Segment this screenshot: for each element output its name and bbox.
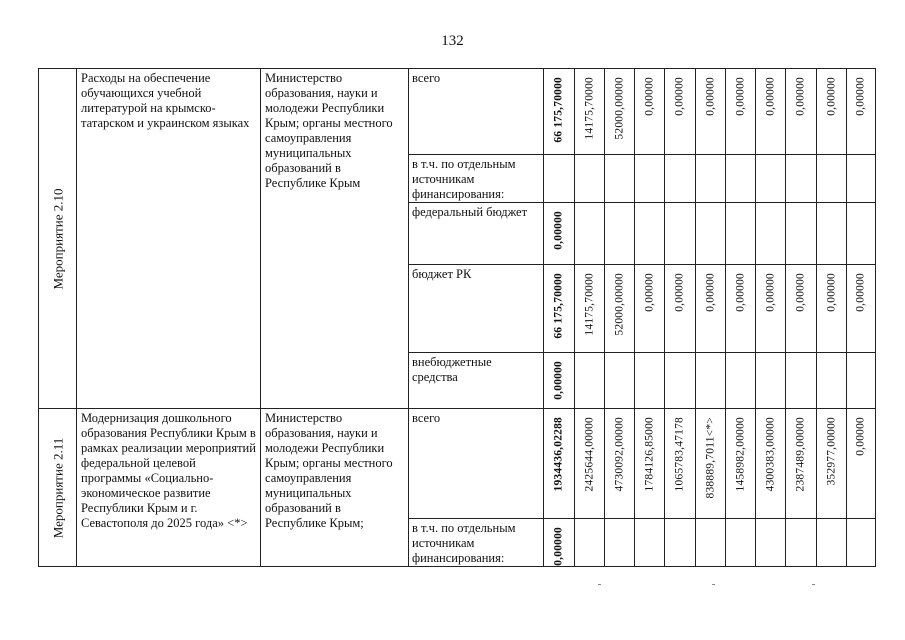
year-amount-cell: [847, 353, 876, 409]
year-amount: 2425644,00000: [583, 417, 595, 492]
total-amount-cell: [544, 69, 575, 155]
year-amount: 1065783,47178: [673, 417, 686, 492]
year-amount-cell: [756, 409, 786, 519]
year-amount: 0,00000: [764, 77, 776, 116]
table-row: [39, 409, 876, 519]
year-amount-cell: [847, 69, 876, 155]
scan-speck: [812, 584, 815, 585]
year-amount-cell: [696, 409, 726, 519]
year-amount: 1458982,00000: [734, 417, 746, 492]
year-amount-cell: [817, 69, 847, 155]
funding-source: всего: [409, 69, 544, 155]
responsible-executor: Министерство образования, науки и молодежи Республики Крым; органы местного самоуправления муниципальных образований в Республике Крым: [261, 69, 409, 409]
year-amount: 2387489,00000: [794, 417, 807, 492]
scan-speck: [598, 584, 601, 585]
year-amount-cell: [605, 69, 635, 155]
total-amount-cell: [544, 155, 575, 203]
event-code-cell: [39, 69, 77, 409]
year-amount-cell: [665, 409, 696, 519]
year-amount: 0,00000: [643, 77, 655, 116]
year-amount-cell: [696, 265, 726, 353]
funding-source: в т.ч. по отдельным источникам финансирования:: [409, 155, 544, 203]
year-amount-cell: [575, 409, 605, 519]
year-amount-cell: [726, 409, 756, 519]
year-amount-cell: [605, 519, 635, 567]
year-amount-cell: [696, 69, 726, 155]
year-amount-cell: [575, 353, 605, 409]
year-amount: 0,00000: [734, 273, 746, 312]
year-amount-cell: [817, 203, 847, 265]
year-amount: 0,00000: [825, 273, 837, 312]
budget-table: [38, 68, 876, 567]
year-amount-cell: [847, 203, 876, 265]
year-amount-cell: [817, 265, 847, 353]
year-amount-cell: [635, 353, 665, 409]
year-amount: 0,00000: [734, 77, 746, 116]
funding-source: в т.ч. по отдельным источникам финансирования:: [409, 519, 544, 567]
funding-source: внебюджетные средства: [409, 353, 544, 409]
year-amount-cell: [635, 519, 665, 567]
event-code: Мероприятие 2.10: [50, 188, 65, 289]
year-amount: 52000,00000: [613, 77, 625, 140]
year-amount-cell: [756, 203, 786, 265]
total-amount: 1934436,02288: [552, 417, 565, 492]
event-description: Модернизация дошкольного образования Республики Крым в рамках реализации мероприятий федеральной целевой программы «Социально-экономическое развитие Республики Крым и г. Севастополя до 2025 года» <*>: [77, 409, 261, 567]
year-amount-cell: [605, 353, 635, 409]
year-amount: 4730092,00000: [613, 417, 625, 492]
total-amount: 0,00000: [552, 361, 565, 400]
total-amount-cell: [544, 265, 575, 353]
year-amount-cell: [635, 409, 665, 519]
year-amount-cell: [665, 519, 696, 567]
year-amount-cell: [726, 265, 756, 353]
year-amount-cell: [635, 155, 665, 203]
year-amount: 352977,00000: [825, 417, 837, 486]
year-amount-cell: [665, 265, 696, 353]
table-row: [39, 69, 876, 155]
year-amount-cell: [847, 265, 876, 353]
year-amount-cell: [575, 265, 605, 353]
funding-source: федеральный бюджет: [409, 203, 544, 265]
year-amount: 838889,7011<*>: [704, 417, 716, 499]
year-amount-cell: [817, 353, 847, 409]
year-amount: 52000,00000: [613, 273, 625, 336]
year-amount-cell: [605, 265, 635, 353]
event-code: Мероприятие 2.11: [50, 437, 65, 538]
year-amount-cell: [786, 409, 817, 519]
year-amount-cell: [726, 155, 756, 203]
year-amount-cell: [696, 203, 726, 265]
year-amount-cell: [575, 69, 605, 155]
year-amount-cell: [726, 519, 756, 567]
year-amount-cell: [847, 155, 876, 203]
year-amount: 0,00000: [854, 77, 867, 116]
year-amount: 0,00000: [704, 273, 716, 312]
year-amount-cell: [726, 69, 756, 155]
year-amount-cell: [605, 155, 635, 203]
year-amount-cell: [575, 519, 605, 567]
year-amount-cell: [756, 519, 786, 567]
year-amount: 14175,70000: [583, 77, 595, 140]
year-amount-cell: [635, 203, 665, 265]
year-amount: 0,00000: [673, 273, 686, 312]
year-amount-cell: [817, 519, 847, 567]
year-amount-cell: [817, 155, 847, 203]
year-amount: 0,00000: [673, 77, 686, 116]
year-amount-cell: [786, 203, 817, 265]
year-amount: 0,00000: [764, 273, 776, 312]
year-amount-cell: [605, 409, 635, 519]
scan-speck: [712, 584, 715, 585]
event-description: Расходы на обеспечение обучающихся учебной литературой на крымско-татарском и украинском языках: [77, 69, 261, 409]
year-amount-cell: [696, 353, 726, 409]
year-amount-cell: [635, 69, 665, 155]
year-amount-cell: [635, 265, 665, 353]
event-code-cell: [39, 409, 77, 567]
total-amount-cell: [544, 353, 575, 409]
total-amount-cell: [544, 519, 575, 567]
year-amount: 0,00000: [794, 77, 807, 116]
year-amount-cell: [605, 203, 635, 265]
total-amount-cell: [544, 409, 575, 519]
year-amount: 14175,70000: [583, 273, 595, 336]
year-amount-cell: [786, 353, 817, 409]
funding-source: бюджет РК: [409, 265, 544, 353]
year-amount-cell: [756, 155, 786, 203]
funding-source: всего: [409, 409, 544, 519]
year-amount-cell: [726, 353, 756, 409]
responsible-executor: Министерство образования, науки и молодежи Республики Крым; органы местного самоуправления муниципальных образований в Республике Крым;: [261, 409, 409, 567]
year-amount-cell: [847, 519, 876, 567]
year-amount: 1784126,85000: [643, 417, 655, 492]
year-amount-cell: [756, 353, 786, 409]
year-amount-cell: [756, 265, 786, 353]
total-amount: 0,00000: [552, 211, 565, 250]
year-amount-cell: [665, 203, 696, 265]
year-amount-cell: [786, 265, 817, 353]
year-amount-cell: [696, 519, 726, 567]
year-amount: 0,00000: [854, 273, 867, 312]
year-amount-cell: [786, 69, 817, 155]
year-amount-cell: [726, 203, 756, 265]
year-amount-cell: [665, 353, 696, 409]
year-amount-cell: [696, 155, 726, 203]
year-amount-cell: [756, 69, 786, 155]
year-amount-cell: [786, 155, 817, 203]
page-number: 132: [441, 33, 464, 49]
year-amount: 0,00000: [854, 417, 867, 456]
year-amount: 0,00000: [643, 273, 655, 312]
year-amount: 0,00000: [794, 273, 807, 312]
year-amount-cell: [786, 519, 817, 567]
total-amount-cell: [544, 203, 575, 265]
year-amount: 0,00000: [825, 77, 837, 116]
year-amount-cell: [847, 409, 876, 519]
year-amount-cell: [817, 409, 847, 519]
year-amount-cell: [665, 69, 696, 155]
year-amount-cell: [575, 203, 605, 265]
year-amount-cell: [665, 155, 696, 203]
total-amount: 0,00000: [552, 527, 565, 566]
year-amount: 0,00000: [704, 77, 716, 116]
year-amount: 4300383,00000: [764, 417, 776, 492]
year-amount-cell: [575, 155, 605, 203]
total-amount: 66 175,70000: [552, 273, 565, 339]
total-amount: 66 175,70000: [552, 77, 565, 143]
